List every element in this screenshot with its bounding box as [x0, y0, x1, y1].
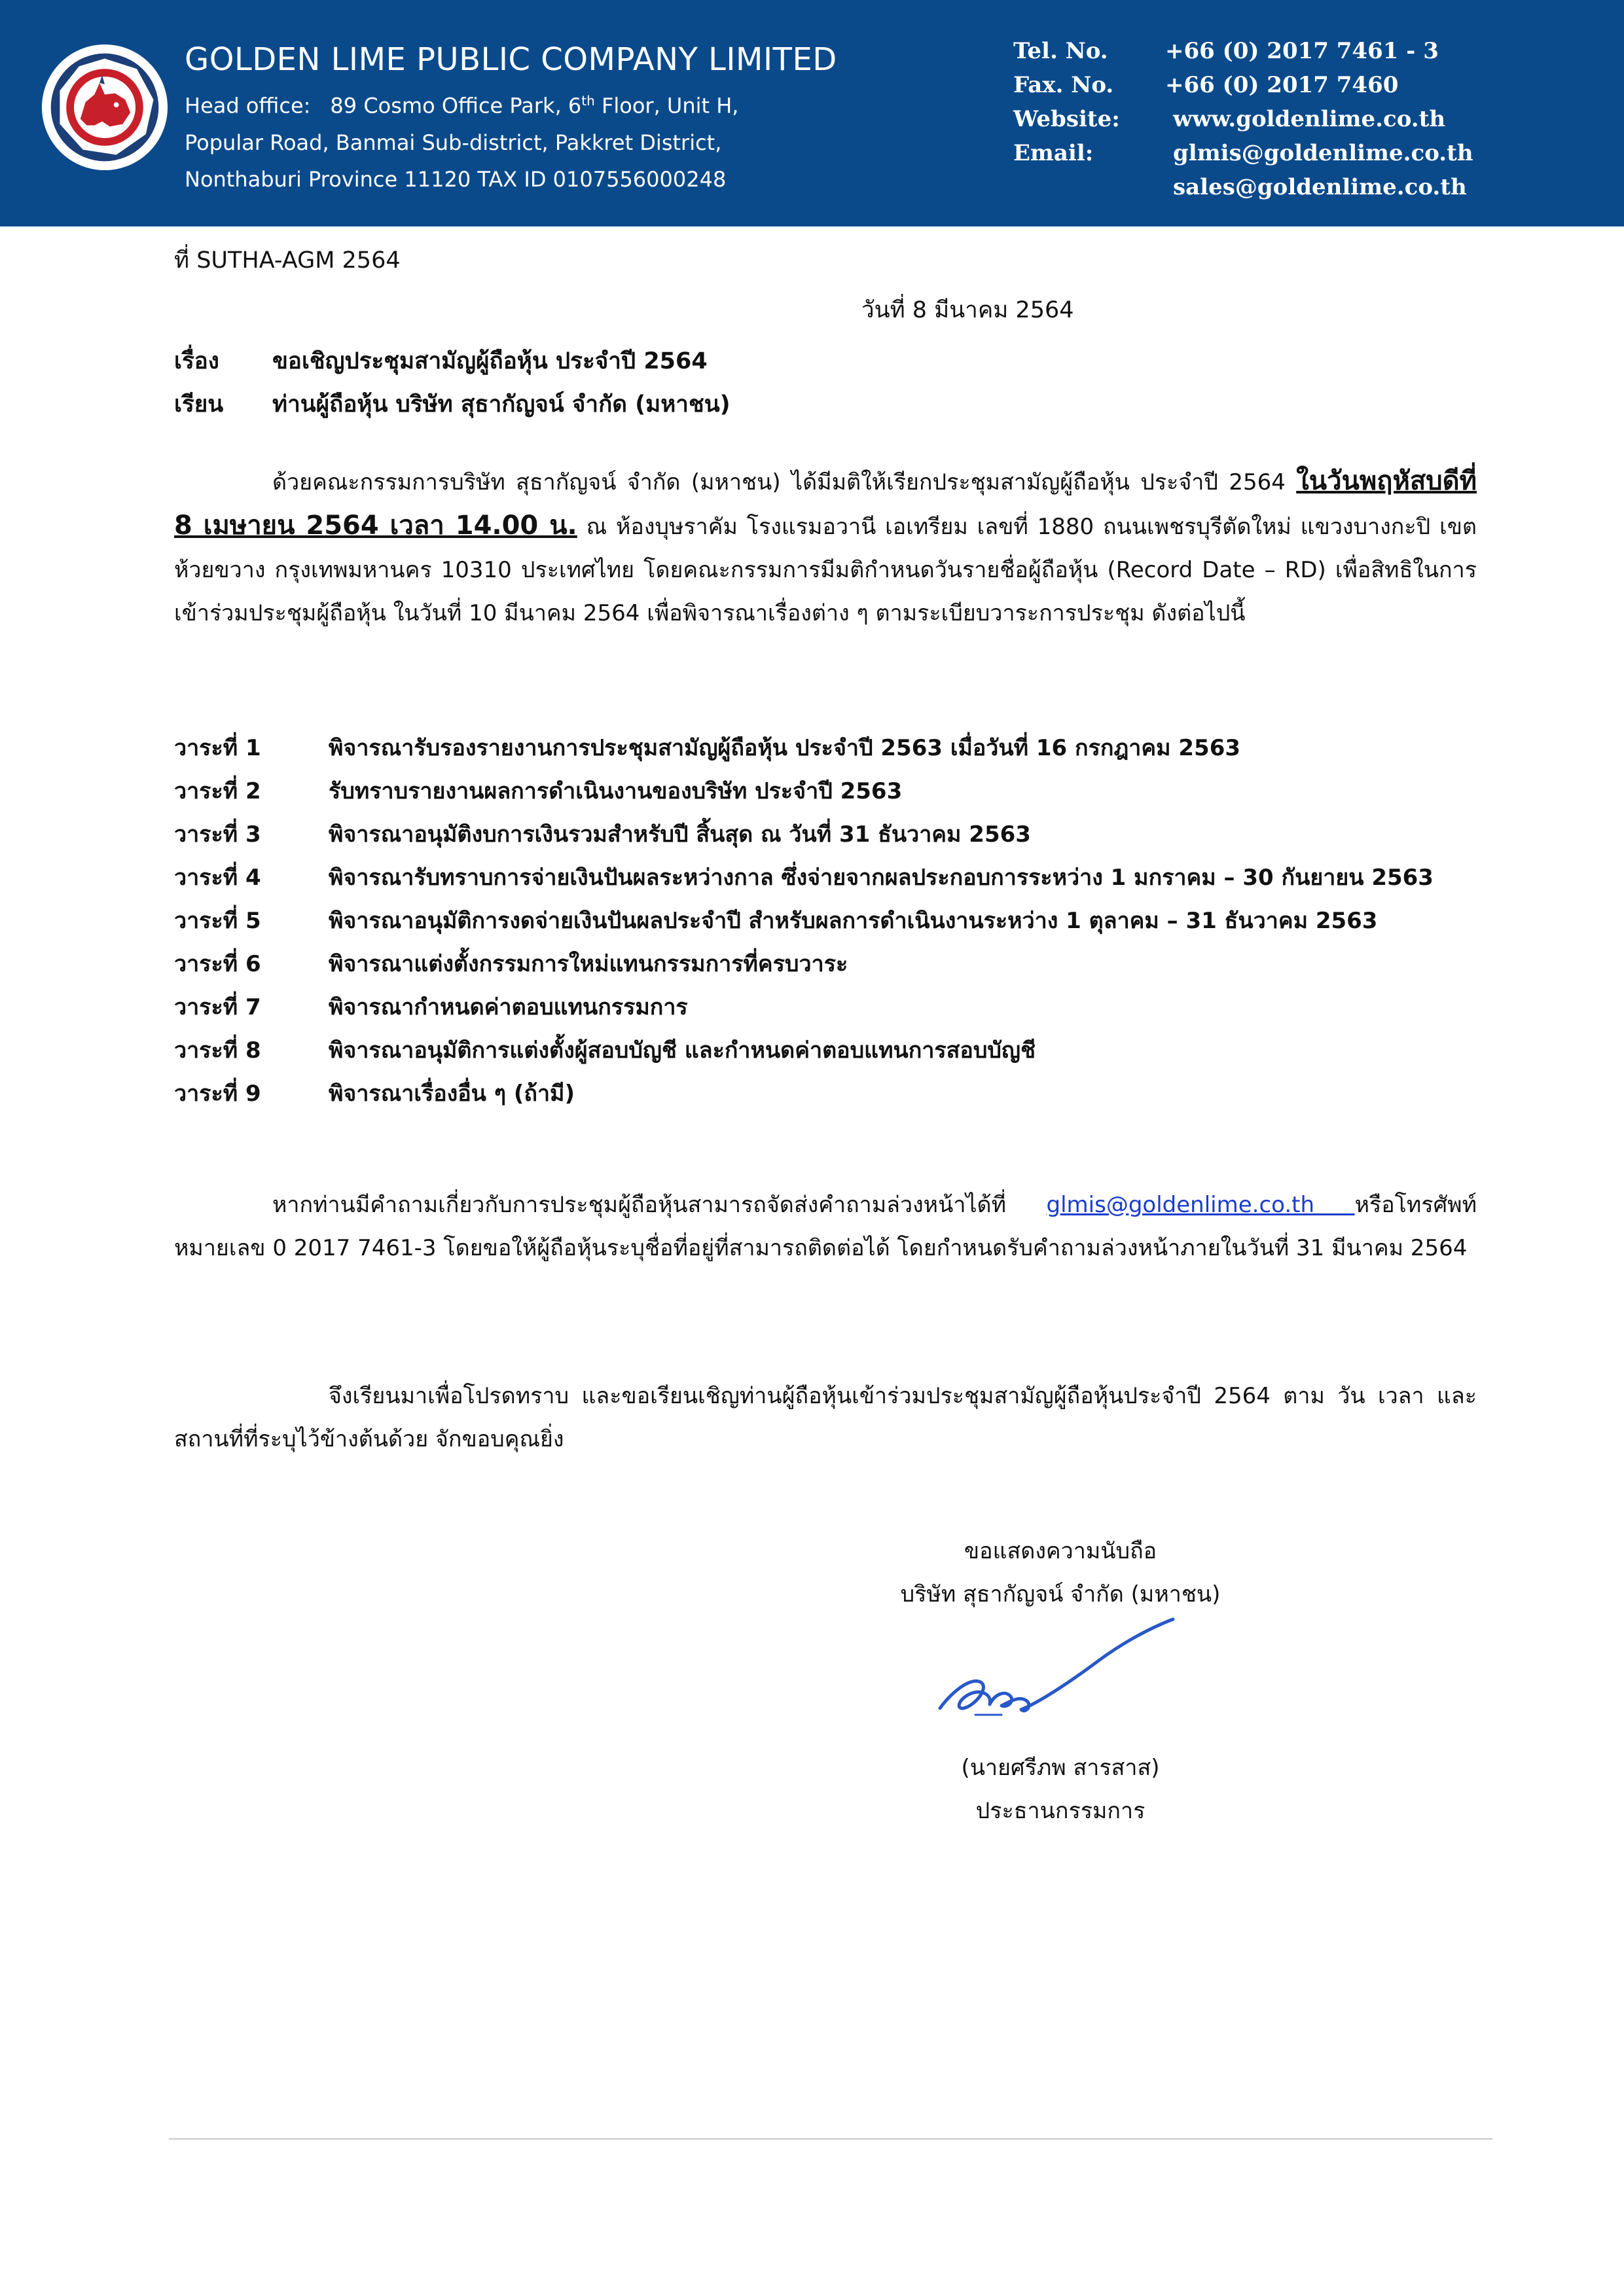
subject-text: ขอเชิญประชุมสามัญผู้ถือหุ้น ประจำปี 2564 — [272, 348, 708, 374]
signature-image — [929, 1617, 1204, 1734]
agenda-text: พิจารณาอนุมัติการแต่งตั้งผู้สอบบัญชี และกำหนดค่าตอบแทนการสอบบัญชี — [329, 1037, 1036, 1064]
agenda-text: พิจารณาอนุมัติงบการเงินรวมสำหรับปี สิ้นสุด ณ วันที่ 31 ธันวาคม 2563 — [329, 821, 1031, 848]
subject-label: เรื่อง — [174, 348, 219, 374]
contact-row-tel — [1013, 34, 1473, 68]
rhino-logo-icon — [41, 43, 169, 171]
agenda-number: วาระที่ 5 — [174, 908, 261, 934]
agenda-item — [174, 942, 1434, 986]
contact-label: Fax. No. — [1013, 72, 1114, 98]
floor-suffix: th — [581, 93, 595, 109]
head-office-label: Head office: — [185, 93, 311, 118]
contact-label: Website: — [1013, 106, 1120, 132]
intro-text-venue: ณ ห้องบุษราคัม โรงแรมอวานี เอเทรียม เลขที่ 1880 ถนนเพชรบุรีตัดใหม่ แขวงบางกะปิ เขตห้วยขวาง กรุงเทพมหานคร 10310 ประเทศไทย โดยคณะกรรมการมีมติกำหนดวันรายชื่อผู้ถือหุ้น (Record Date – RD) เพื่อสิทธิในการเข้าร่วมประชุมผู้ถือหุ้น ในวันที่ 10 มีนาคม 2564 เพื่อพิจารณาเรื่องต่าง ๆ ตามระเบียบวาระการประชุม ดังต่อไปนี้ — [174, 514, 1477, 626]
agenda-number: วาระที่ 8 — [174, 1037, 261, 1064]
address-line1: 89 Cosmo Office Park, 6 — [330, 93, 582, 118]
contact-row-fax — [1013, 68, 1473, 102]
company-address-line2: Popular Road, Banmai Sub-district, Pakkret District, — [185, 130, 722, 155]
intro-text: ด้วยคณะกรรมการบริษัท สุธากัญจน์ จำกัด (มหาชน) ได้มีมติให้เรียกประชุมสามัญผู้ถือหุ้น ประจำปี 2564 — [272, 469, 1297, 495]
questions-paragraph — [174, 1183, 1477, 1270]
contact-block — [1013, 34, 1473, 204]
footer-divider — [169, 2138, 1492, 2140]
signer-title: ประธานกรรมการ — [975, 1798, 1146, 1824]
agenda-text: พิจารณารับทราบการจ่ายเงินปันผลระหว่างกาล ซึ่งจ่ายจากผลประกอบการระหว่าง 1 มกราคม – 30 กันยายน 2563 — [329, 865, 1434, 891]
closing-paragraph — [174, 1374, 1477, 1461]
signer-name: (นายศรีภพ สารสาส) — [961, 1755, 1160, 1781]
agenda-text: รับทราบรายงานผลการดำเนินงานของบริษัท ประจำปี 2563 — [329, 778, 903, 804]
contact-value: +66 (0) 2017 7461 - 3 — [1165, 38, 1439, 64]
agenda-item — [174, 1072, 1434, 1115]
recipient-label: เรียน — [174, 391, 224, 418]
company-name-thai: บริษัท สุธากัญจน์ จำกัด (มหาชน) — [900, 1581, 1221, 1607]
reference-number: ที่ SUTHA-AGM 2564 — [174, 247, 401, 274]
company-name: GOLDEN LIME PUBLIC COMPANY LIMITED — [185, 41, 837, 78]
contact-row-email — [1013, 136, 1473, 170]
intro-paragraph — [174, 459, 1477, 635]
agenda-item — [174, 770, 1434, 813]
agenda-item — [174, 986, 1434, 1029]
questions-text: หากท่านมีคำถามเกี่ยวกับการประชุมผู้ถือหุ้นสามารถจัดส่งคำถามล่วงหน้าได้ที่ — [272, 1192, 1047, 1218]
company-block — [185, 37, 837, 198]
letter-date: วันที่ 8 มีนาคม 2564 — [861, 297, 1074, 323]
agenda-number: วาระที่ 9 — [174, 1081, 261, 1107]
regards-text: ขอแสดงความนับถือ — [964, 1538, 1157, 1564]
recipient-text: ท่านผู้ถือหุ้น บริษัท สุธากัญจน์ จำกัด (มหาชน) — [272, 391, 731, 418]
contact-label: Email: — [1013, 140, 1094, 166]
contact-value: +66 (0) 2017 7460 — [1165, 72, 1399, 98]
address-line1-end: Floor, Unit H, — [594, 93, 739, 118]
agenda-item — [174, 726, 1434, 770]
website-link[interactable]: www.goldenlime.co.th — [1173, 106, 1446, 132]
agenda-number: วาระที่ 3 — [174, 821, 261, 848]
letterhead-banner — [0, 0, 1624, 226]
agenda-item — [174, 899, 1434, 942]
contact-row-sales-email — [1013, 170, 1473, 204]
agenda-text: พิจารณากำหนดค่าตอบแทนกรรมการ — [329, 994, 688, 1020]
questions-email-link[interactable]: glmis@goldenlime.co.th — [1046, 1192, 1355, 1218]
agenda-number: วาระที่ 2 — [174, 778, 261, 804]
agenda-text: พิจารณาเรื่องอื่น ๆ (ถ้ามี) — [329, 1081, 575, 1107]
agenda-item — [174, 813, 1434, 856]
agenda-text: พิจารณาแต่งตั้งกรรมการใหม่แทนกรรมการที่ครบวาระ — [329, 951, 848, 977]
closing-text: จึงเรียนมาเพื่อโปรดทราบ และขอเรียนเชิญท่านผู้ถือหุ้นเข้าร่วมประชุมสามัญผู้ถือหุ้นประจำปี 2564 ตาม วัน เวลา และสถานที่ที่ระบุไว้ข้างต้นด้วย จักขอบคุณยิ่ง — [174, 1383, 1477, 1452]
agenda-list — [174, 726, 1434, 1115]
contact-row-website — [1013, 102, 1473, 136]
company-address-line1 — [185, 82, 837, 124]
agenda-number: วาระที่ 1 — [174, 735, 261, 761]
contact-label: Tel. No. — [1013, 38, 1108, 64]
email-link[interactable]: glmis@goldenlime.co.th — [1173, 140, 1473, 166]
agenda-item — [174, 856, 1434, 899]
agenda-text: พิจารณารับรองรายงานการประชุมสามัญผู้ถือหุ้น ประจำปี 2563 เมื่อวันที่ 16 กรกฎาคม 2563 — [329, 735, 1241, 761]
agenda-item — [174, 1029, 1434, 1072]
meeting-datetime: ในวันพฤหัสบดีที่ 8 เมษายน 2564 เวลา 14.00 น. — [174, 466, 1477, 541]
questions-text-contact: หรือโทรศัพท์หมายเลข 0 2017 7461-3 โดยขอให้ผู้ถือหุ้นระบุชื่อที่อยู่ที่สามารถติดต่อได้ โดยกำหนดรับคำถามล่วงหน้าภายในวันที่ 31 มีนาคม 2564 — [174, 1192, 1477, 1261]
sales-email-link[interactable]: sales@goldenlime.co.th — [1173, 174, 1467, 200]
company-address-line3: Nonthaburi Province 11120 TAX ID 0107556000248 — [185, 166, 727, 192]
agenda-number: วาระที่ 6 — [174, 951, 261, 977]
agenda-text: พิจารณาอนุมัติการงดจ่ายเงินปันผลประจำปี สำหรับผลการดำเนินงานระหว่าง 1 ตุลาคม – 31 ธันวาคม 2563 — [329, 908, 1378, 934]
agenda-number: วาระที่ 7 — [174, 994, 261, 1020]
agenda-number: วาระที่ 4 — [174, 865, 261, 891]
